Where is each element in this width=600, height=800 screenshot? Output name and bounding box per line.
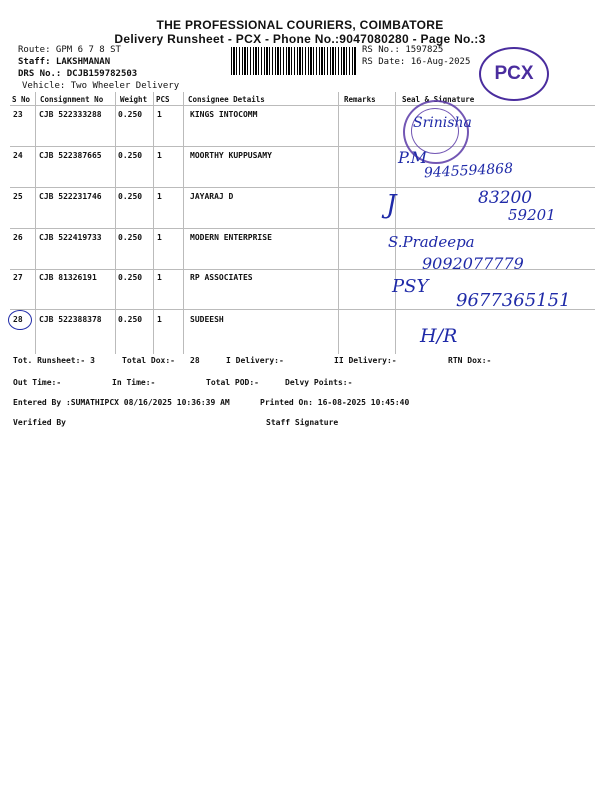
row-weight: 0.250 xyxy=(118,233,143,242)
col-header-weight: Weight xyxy=(120,95,148,104)
rs-date: RS Date: 16-Aug-2025 xyxy=(362,57,471,67)
printed-on: Printed On: 16-08-2025 10:45:40 xyxy=(260,398,410,407)
row-consignee: JAYARAJ D xyxy=(190,192,234,201)
col-header-consignee: Consignee Details xyxy=(188,95,265,104)
row-pcs: 1 xyxy=(157,315,162,324)
row-pcs: 1 xyxy=(157,273,162,282)
ii-delivery: II Delivery:- xyxy=(334,356,397,365)
signature-row-25-initial: J xyxy=(386,190,397,220)
signature-row-24-initials: P.M xyxy=(398,148,427,167)
signature-row-25-number-b: 59201 xyxy=(508,206,556,224)
total-dox-label: Total Dox:- xyxy=(122,356,175,365)
row-consignee: SUDEESH xyxy=(190,315,224,324)
row-pcs: 1 xyxy=(157,151,162,160)
pcx-stamp xyxy=(479,47,549,101)
row-sno: 23 xyxy=(13,110,23,119)
row-weight: 0.250 xyxy=(118,110,143,119)
out-time: Out Time:- xyxy=(13,378,62,387)
total-pod: Total POD:- xyxy=(206,378,259,387)
row-consignee: MODERN ENTERPRISE xyxy=(190,233,272,242)
signature-row-26-name: S.Pradeepa xyxy=(388,233,475,251)
row-weight: 0.250 xyxy=(118,315,143,324)
row-sno: 26 xyxy=(13,233,23,242)
row-pcs: 1 xyxy=(157,233,162,242)
signature-row-23: Srinisha xyxy=(413,115,472,131)
row-pcs: 1 xyxy=(157,110,162,119)
row-consignee: KINGS INTOCOMM xyxy=(190,110,258,119)
table-column-divider xyxy=(115,92,116,354)
tot-runsheet: Tot. Runsheet:- 3 xyxy=(13,356,95,365)
signature-row-28: H/R xyxy=(420,325,458,347)
row-consignment: CJB 81326191 xyxy=(39,273,97,282)
i-delivery: I Delivery:- xyxy=(226,356,284,365)
col-header-consignment: Consignment No xyxy=(40,95,104,104)
table-column-divider xyxy=(35,92,36,354)
col-header-sno: S No xyxy=(12,95,31,104)
row-weight: 0.250 xyxy=(118,192,143,201)
row-consignment: CJB 522333288 xyxy=(39,110,102,119)
col-header-pcs: PCS xyxy=(156,95,170,104)
row-consignee: MOORTHY KUPPUSAMY xyxy=(190,151,272,160)
staff-label: Staff: LAKSHMANAN xyxy=(18,57,111,67)
rs-number: RS No.: 1597825 xyxy=(362,45,444,55)
entered-by: Entered By :SUMATHIPCX 08/16/2025 10:36:39 AM xyxy=(13,398,230,407)
delvy-points: Delvy Points:- xyxy=(285,378,353,387)
row-weight: 0.250 xyxy=(118,151,143,160)
total-dox-value: 28 xyxy=(190,356,200,365)
signature-row-26-phone: 9092077779 xyxy=(422,254,524,273)
row-consignment: CJB 522387665 xyxy=(39,151,102,160)
route-label: Route: GPM 6 7 8 ST xyxy=(18,45,121,55)
rtn-dox: RTN Dox:- xyxy=(448,356,492,365)
barcode-image xyxy=(231,47,357,75)
col-header-seal: Seal & Signature xyxy=(402,95,475,104)
verified-by: Verified By xyxy=(13,418,66,427)
row-divider xyxy=(10,228,595,229)
table-column-divider xyxy=(338,92,339,354)
signature-row-27-phone: 9677365151 xyxy=(456,290,571,311)
signature-row-24-phone: 9445594868 xyxy=(423,160,514,182)
row-sno: 28 xyxy=(13,315,23,324)
col-header-remarks: Remarks xyxy=(344,95,376,104)
row-consignment: CJB 522419733 xyxy=(39,233,102,242)
company-title: THE PROFESSIONAL COURIERS, COIMBATORE xyxy=(156,18,444,32)
vehicle-label: Vehicle: Two Wheeler Delivery xyxy=(22,81,180,91)
row-pcs: 1 xyxy=(157,192,162,201)
runsheet-subtitle: Delivery Runsheet - PCX - Phone No.:9047080280 - Page No.:3 xyxy=(114,32,486,46)
table-header-rule xyxy=(10,105,595,106)
row-divider xyxy=(10,146,595,147)
signature-row-27-initials: PSY xyxy=(392,276,429,297)
staff-signature: Staff Signature xyxy=(266,418,339,427)
row-sno: 27 xyxy=(13,273,23,282)
drs-label: DRS No.: DCJB159782503 xyxy=(18,69,138,79)
row-weight: 0.250 xyxy=(118,273,143,282)
table-column-divider xyxy=(153,92,154,354)
row-consignment: CJB 522388378 xyxy=(39,315,102,324)
signature-row-25-number-a: 83200 xyxy=(478,188,533,208)
row-sno: 25 xyxy=(13,192,23,201)
handwritten-circle xyxy=(8,310,32,330)
row-consignee: RP ASSOCIATES xyxy=(190,273,253,282)
row-consignment: CJB 522231746 xyxy=(39,192,102,201)
row-sno: 24 xyxy=(13,151,23,160)
in-time: In Time:- xyxy=(112,378,156,387)
table-column-divider xyxy=(395,92,396,354)
table-column-divider xyxy=(183,92,184,354)
pcx-stamp-text: PCX xyxy=(494,63,534,84)
